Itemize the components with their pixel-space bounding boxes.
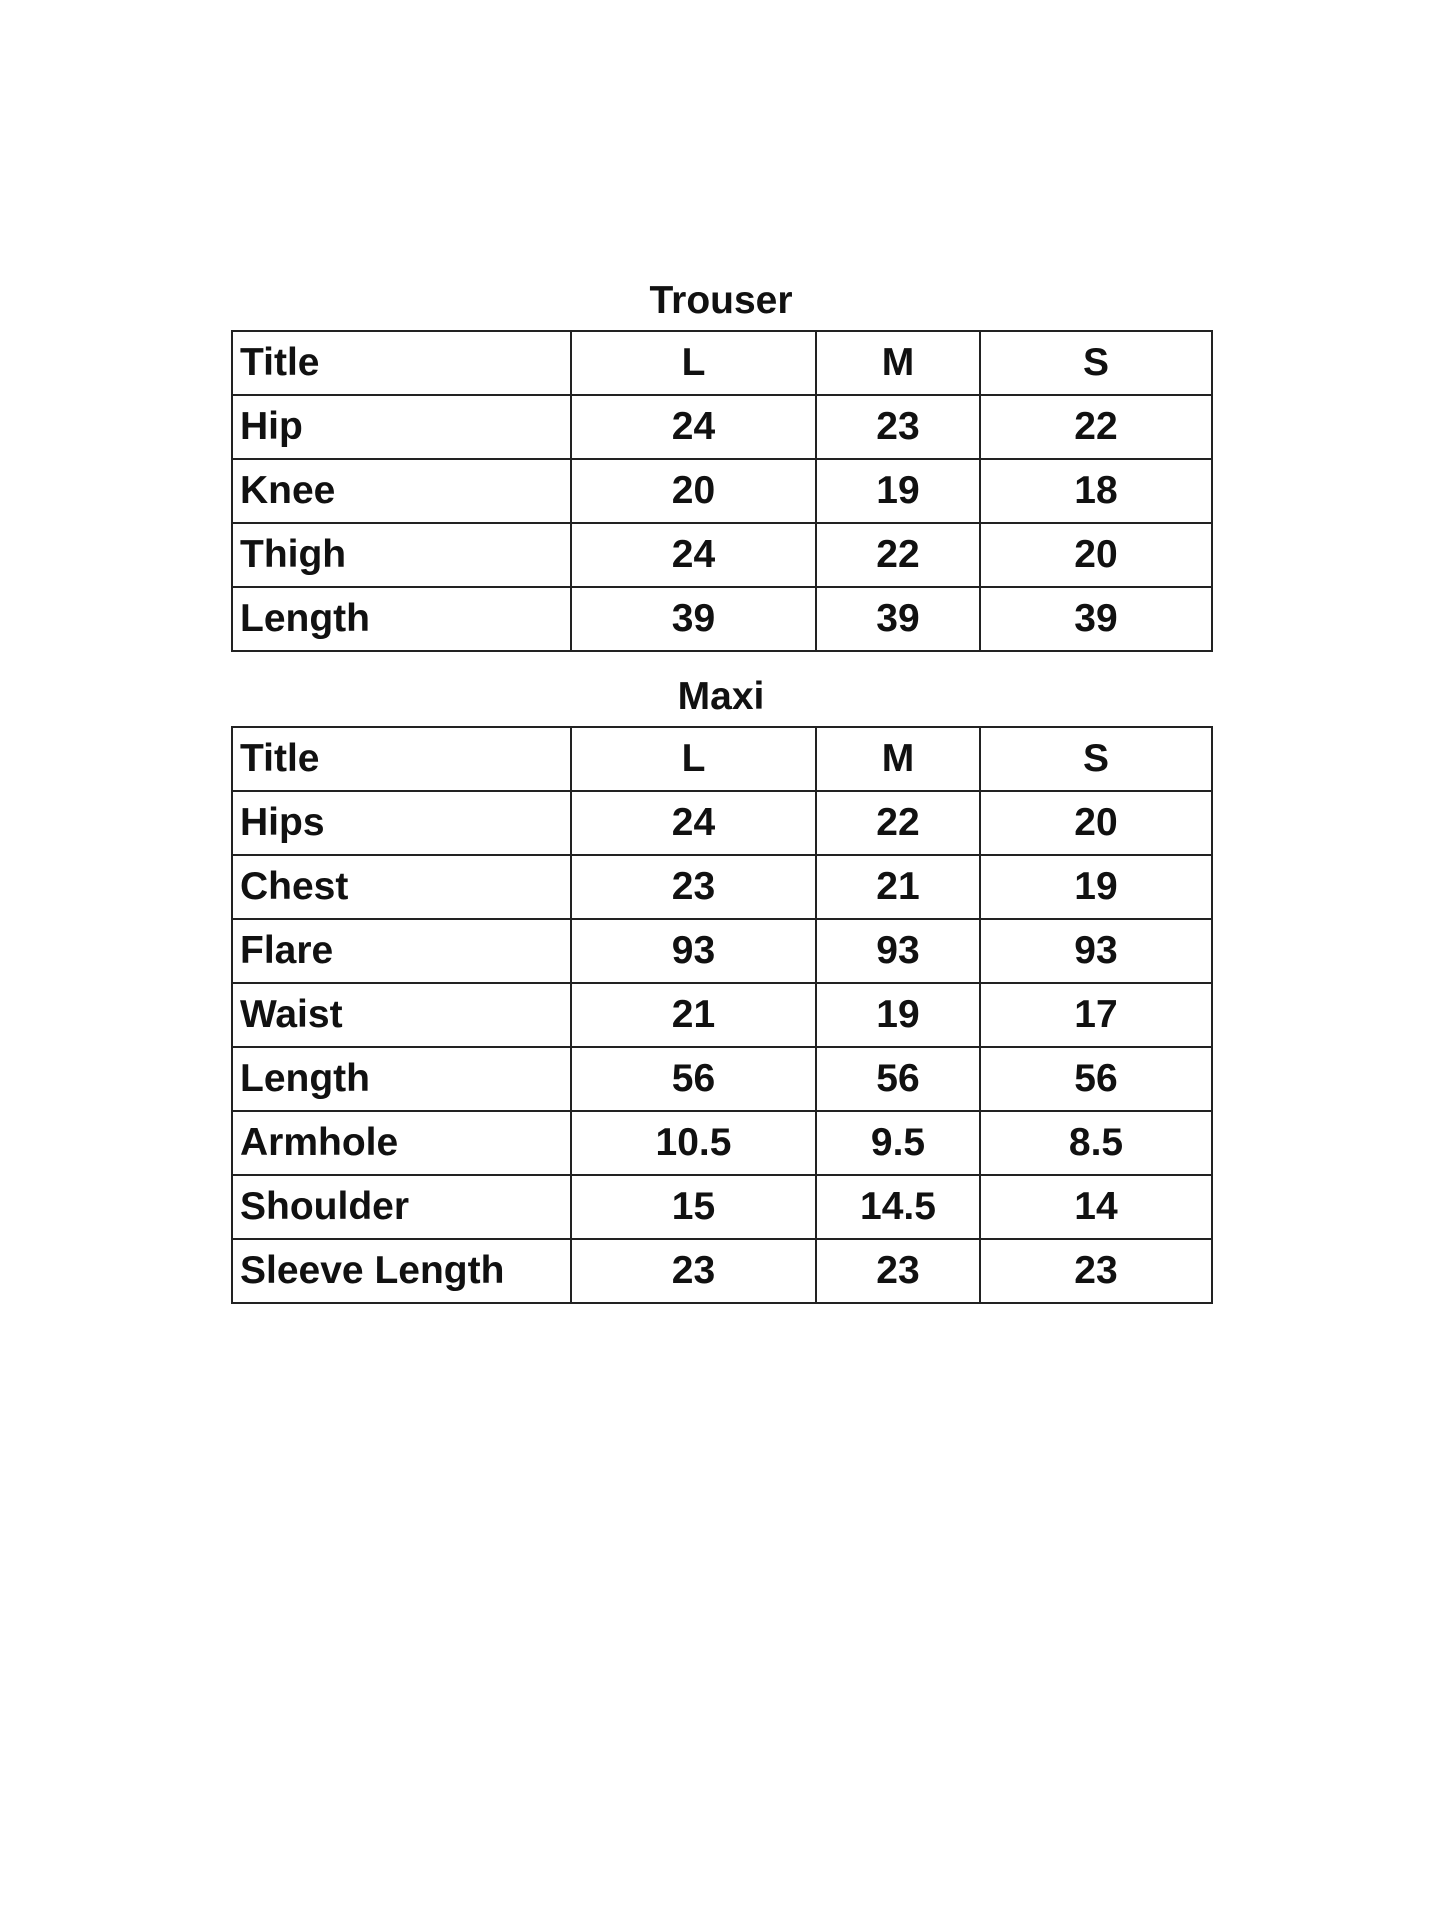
measurement-value: 18 [980,459,1212,523]
measurement-value: 93 [571,919,816,983]
table-row [232,587,1212,651]
measurement-value: 56 [571,1047,816,1111]
measurement-value: 21 [571,983,816,1047]
maxi-title: Maxi [677,675,765,718]
table-row [232,919,1212,983]
table-row [232,1175,1212,1239]
table-row [232,1111,1212,1175]
measurement-value: 39 [571,587,816,651]
measurement-value: 14 [980,1175,1212,1239]
measurement-value: 10.5 [571,1111,816,1175]
measurement-value: 19 [816,459,980,523]
measurement-value: 17 [980,983,1212,1047]
table-row [232,791,1212,855]
measurement-label: Length [232,587,571,651]
measurement-label: Hip [232,395,571,459]
measurement-value: 56 [980,1047,1212,1111]
measurement-value: 93 [816,919,980,983]
measurement-value: 24 [571,791,816,855]
measurement-value: 14.5 [816,1175,980,1239]
measurement-value: 23 [980,1239,1212,1303]
measurement-value: 39 [816,587,980,651]
table-row [232,855,1212,919]
maxi-size-table [231,726,1213,1304]
trouser-title: Trouser [649,279,793,322]
table-header-row [232,727,1212,791]
measurement-value: 56 [816,1047,980,1111]
column-header-size: S [980,331,1212,395]
table-row [232,1047,1212,1111]
measurement-value: 22 [816,523,980,587]
column-header-size: L [571,727,816,791]
measurement-value: 22 [980,395,1212,459]
measurement-label: Thigh [232,523,571,587]
table-header-row [232,331,1212,395]
measurement-label: Knee [232,459,571,523]
measurement-label: Sleeve Length [232,1239,571,1303]
measurement-value: 19 [816,983,980,1047]
column-header-title: Title [232,727,571,791]
column-header-size: L [571,331,816,395]
column-header-size: S [980,727,1212,791]
trouser-size-table [231,330,1213,652]
measurement-value: 20 [980,523,1212,587]
measurement-value: 22 [816,791,980,855]
measurement-label: Hips [232,791,571,855]
measurement-value: 9.5 [816,1111,980,1175]
measurement-value: 24 [571,523,816,587]
column-header-size: M [816,727,980,791]
column-header-size: M [816,331,980,395]
table-row [232,395,1212,459]
measurement-value: 8.5 [980,1111,1212,1175]
measurement-value: 21 [816,855,980,919]
table-row [232,459,1212,523]
measurement-label: Waist [232,983,571,1047]
measurement-value: 19 [980,855,1212,919]
column-header-title: Title [232,331,571,395]
measurement-label: Armhole [232,1111,571,1175]
table-row [232,983,1212,1047]
measurement-label: Length [232,1047,571,1111]
measurement-value: 39 [980,587,1212,651]
measurement-value: 23 [571,855,816,919]
measurement-value: 23 [816,395,980,459]
measurement-value: 20 [571,459,816,523]
maxi-size-section [231,668,1211,1304]
measurement-label: Chest [232,855,571,919]
measurement-value: 15 [571,1175,816,1239]
measurement-value: 20 [980,791,1212,855]
trouser-size-section [231,272,1211,652]
measurement-value: 24 [571,395,816,459]
measurement-value: 23 [816,1239,980,1303]
table-row [232,523,1212,587]
measurement-label: Flare [232,919,571,983]
table-row [232,1239,1212,1303]
measurement-label: Shoulder [232,1175,571,1239]
measurement-value: 93 [980,919,1212,983]
measurement-value: 23 [571,1239,816,1303]
